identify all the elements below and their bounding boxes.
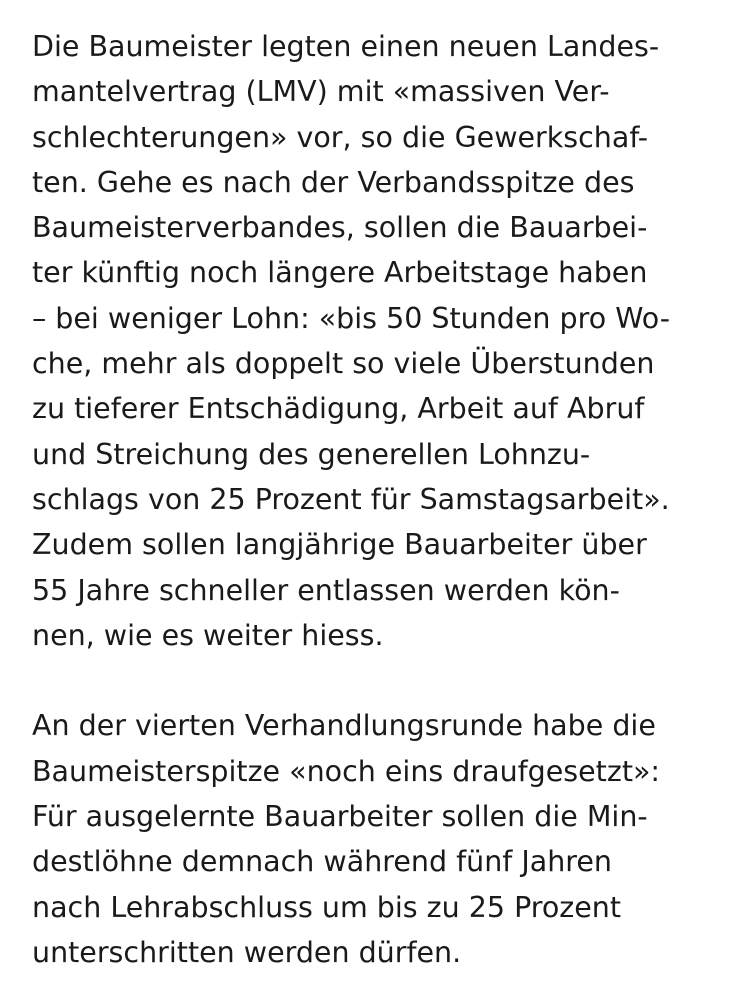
text-line: ter künftig noch längere Arbeitstage haben [32, 256, 648, 290]
text-line: An der vierten Verhandlungsrunde habe die [32, 709, 656, 743]
text-line: schlechterungen» vor, so die Gewerkschaf- [32, 120, 649, 154]
text-line: und Streichung des generellen Lohnzu- [32, 437, 591, 471]
text-line: schlags von 25 Prozent für Samstagsarbeit». [32, 482, 670, 516]
paragraph-2 [32, 703, 732, 975]
text-line: che, mehr als doppelt so viele Überstunden [32, 347, 655, 381]
text-line: ten. Gehe es nach der Verbandsspitze des [32, 165, 635, 199]
text-line: Baumeisterspitze «noch eins draufgesetzt»: [32, 754, 661, 788]
text-line: 55 Jahre schneller entlassen werden kön- [32, 573, 620, 607]
text-line: Die Baumeister legten einen neuen Landes- [32, 30, 660, 63]
paragraph-spacer [32, 658, 732, 703]
text-line: Für ausgelernte Bauarbeiter sollen die Min- [32, 800, 648, 834]
text-line: zu tieferer Entschädigung, Arbeit auf Abruf [32, 392, 645, 426]
text-line: mantelvertrag (LMV) mit «massiven Ver- [32, 75, 610, 109]
text-line: destlöhne demnach während fünf Jahren [32, 845, 612, 879]
article-body [32, 24, 732, 975]
text-line: unterschritten werden dürfen. [32, 935, 462, 969]
text-line: nach Lehrabschluss um bis zu 25 Prozent [32, 890, 622, 924]
paragraph-1 [32, 24, 732, 658]
text-line: nen, wie es weiter hiess. [32, 618, 384, 652]
text-line: – bei weniger Lohn: «bis 50 Stunden pro Wo- [32, 301, 670, 335]
text-line: Baumeisterverbandes, sollen die Bauarbei- [32, 211, 648, 245]
text-line: Zudem sollen langjährige Bauarbeiter über [32, 528, 647, 562]
